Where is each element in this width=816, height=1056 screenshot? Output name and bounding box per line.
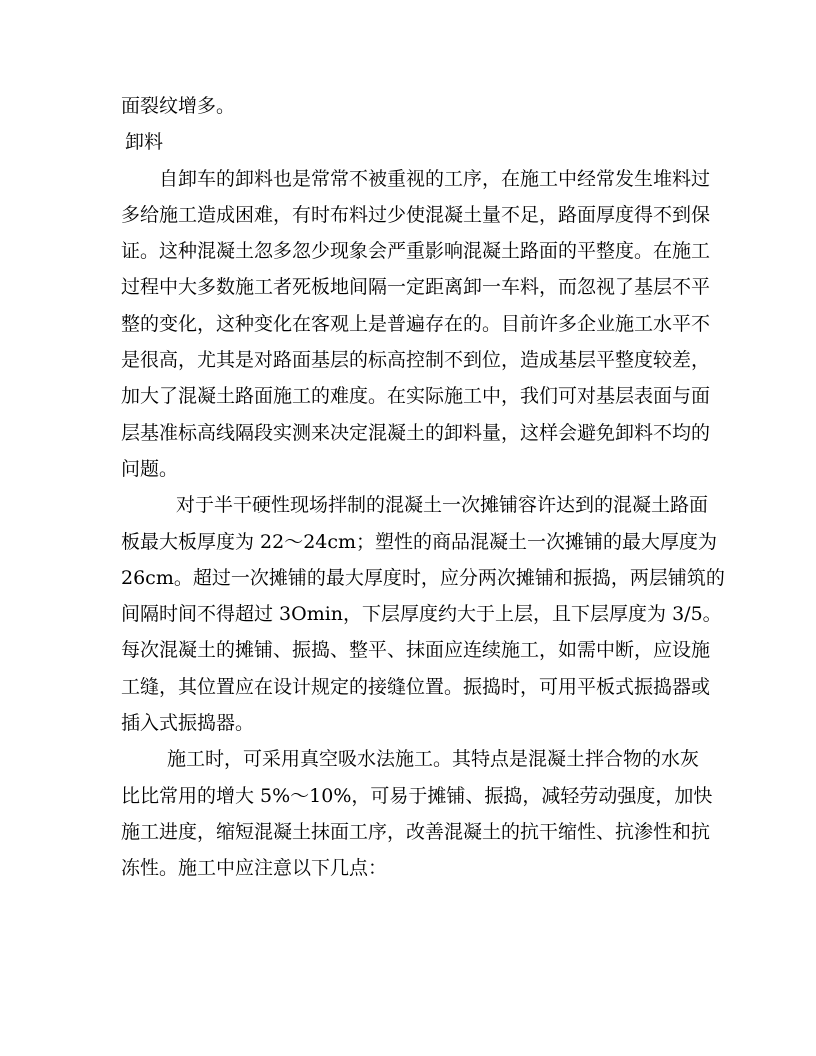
text-line: 施工进度，缩短混凝土抹面工序，改善混凝土的抗干缩性、抗渗性和抗 [121,820,711,843]
text-line: 每次混凝土的摊铺、振捣、整平、抹面应连续施工，如需中断，应设施 [121,639,711,662]
text-line: 问题。 [121,457,179,480]
text-line: 插入式振捣器。 [121,712,255,735]
text-line: 自卸车的卸料也是常常不被重视的工序，在施工中经常发生堆料过 [159,167,711,190]
text-line: 是很高，尤其是对路面基层的标高控制不到位，造成基层平整度较差， [121,349,711,372]
text-line: 26cm。超过一次摊铺的最大厚度时，应分两次摊铺和振捣，两层铺筑的 [121,566,725,589]
section-heading: 卸料 [125,131,164,154]
body-text [121,88,725,887]
text-line: 施工时，可采用真空吸水法施工。其特点是混凝土拌合物的水灰 [167,748,700,771]
text-line: 冻性。施工中应注意以下几点： [121,857,388,880]
text-line: 板最大板厚度为 22～24cm；塑性的商品混凝土一次摊铺的最大厚度为 [121,530,718,553]
text-line: 比比常用的增大 5%～10%，可易于摊铺、振捣，减轻劳动强度，加快 [121,784,713,807]
text-line: 证。这种混凝土忽多忽少现象会严重影响混凝土路面的平整度。在施工 [121,240,711,263]
text-line: 层基准标高线隔段实测来决定混凝土的卸料量，这样会避免卸料不均的 [121,421,711,444]
text-line: 对于半干硬性现场拌制的混凝土一次摊铺容许达到的混凝土路面 [176,494,709,517]
text-line: 间隔时间不得超过 3Omin，下层厚度约大于上层，且下层厚度为 3/5。 [121,603,722,626]
text-line: 加大了混凝土路面施工的难度。在实际施工中，我们可对基层表面与面 [121,385,711,408]
text-line: 过程中大多数施工者死板地间隔一定距离卸一车料，而忽视了基层不平 [121,276,711,299]
text-line: 整的变化，这种变化在客观上是普遍存在的。目前许多企业施工水平不 [121,312,711,335]
text-line: 工缝，其位置应在设计规定的接缝位置。振捣时，可用平板式振捣器或 [121,675,711,698]
text-line: 多给施工造成困难，有时布料过少使混凝土量不足，路面厚度得不到保 [121,203,711,226]
text-line: 面裂纹增多。 [121,95,236,117]
